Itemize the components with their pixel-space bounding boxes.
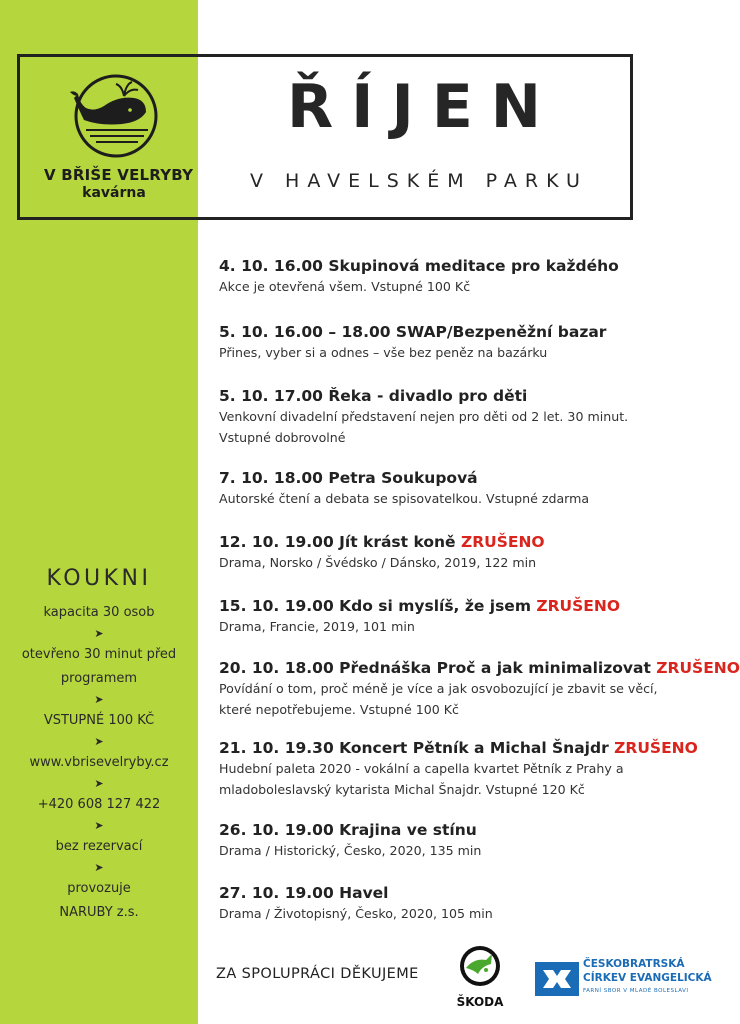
event-title: 5. 10. 16.00 – 18.00 SWAP/Bezpeněžní bazar (219, 323, 607, 341)
church-name-1: ČESKOBRATRSKÁ (583, 958, 685, 970)
event-item (219, 820, 709, 883)
event-item (219, 738, 709, 820)
event-desc: Vstupné dobrovolné (219, 430, 346, 445)
opening-text-2: programem (60, 671, 138, 686)
event-item (219, 532, 709, 596)
cancelled-badge: ZRUŠENO (614, 739, 698, 757)
event-item (219, 596, 709, 658)
info-title: KOUKNI (46, 566, 152, 591)
event-desc: Drama / Historický, Česko, 2020, 135 min (219, 843, 482, 858)
church-logo (535, 958, 715, 998)
operator-name: NARUBY z.s. (59, 905, 139, 920)
operator-label: provozuje (67, 881, 131, 896)
info-panel (0, 566, 198, 925)
event-desc: Drama, Norsko / Švédsko / Dánsko, 2019, 122 min (219, 555, 537, 570)
event-desc: Hudební paleta 2020 - vokální a capella kvartet Pětník z Prahy a (219, 761, 624, 776)
whale-icon (64, 68, 164, 164)
cafe-logo (44, 68, 194, 218)
arrow-icon: ➤ (94, 694, 104, 706)
event-item (219, 658, 740, 738)
skoda-wordmark: ŠKODA (456, 995, 504, 1009)
event-title: 12. 10. 19.00 Jít krást koně ZRUŠENO (219, 533, 545, 551)
event-title: 21. 10. 19.30 Koncert Pětník a Michal Šnajdr ZRUŠENO (219, 739, 698, 757)
cancelled-badge: ZRUŠENO (460, 533, 545, 551)
reservation-text: bez rezervací (55, 839, 143, 854)
church-name-2: CÍRKEV EVANGELICKÁ (583, 972, 712, 984)
entry-fee-text: VSTUPNÉ 100 KČ (43, 713, 155, 728)
event-title: 7. 10. 18.00 Petra Soukupová (219, 469, 478, 487)
event-desc: Venkovní divadelní představení nejen pro děti od 2 let. 30 minut. (219, 409, 629, 424)
thanks-text: ZA SPOLUPRÁCI DĚKUJEME (216, 966, 419, 982)
event-desc: Drama / Životopisný, Česko, 2020, 105 min (219, 906, 493, 921)
event-desc: Přines, vyber si a odnes – vše bez peněz na bazárku (219, 345, 548, 360)
event-item (219, 386, 709, 468)
arrow-icon: ➤ (94, 820, 104, 832)
logo-subtitle: kavárna (82, 185, 146, 201)
logo-name: V BŘIŠE VELRYBY (44, 166, 194, 184)
event-title: 20. 10. 18.00 Přednáška Proč a jak minimalizovat ZRUŠENO (219, 659, 740, 677)
arrow-icon: ➤ (94, 628, 104, 640)
arrow-icon: ➤ (94, 736, 104, 748)
website-link[interactable]: www.vbrisevelryby.cz (29, 755, 169, 770)
church-name-3: FARNÍ SBOR V MLADÉ BOLESLAVI (583, 988, 689, 994)
event-desc: Autorské čtení a debata se spisovatelkou. Vstupné zdarma (219, 491, 590, 506)
skoda-arrow-icon (458, 944, 502, 988)
event-title: 5. 10. 17.00 Řeka - divadlo pro děti (219, 387, 528, 405)
opening-text: otevřeno 30 minut před (21, 647, 177, 662)
event-desc: Akce je otevřená všem. Vstupné 100 Kč (219, 279, 471, 294)
event-title: 26. 10. 19.00 Krajina ve stínu (219, 821, 477, 839)
skoda-logo (450, 944, 510, 1009)
arrow-icon: ➤ (94, 778, 104, 790)
arrow-icon: ➤ (94, 862, 104, 874)
phone-link[interactable]: +420 608 127 422 (37, 797, 161, 812)
event-desc: Povídání o tom, proč méně je více a jak osvobozující je zbavit se věcí, (219, 681, 658, 696)
church-emblem-icon (535, 958, 579, 998)
page-title: ŘÍJEN (286, 72, 560, 142)
event-list (219, 256, 740, 927)
event-item (219, 256, 709, 322)
cancelled-badge: ZRUŠENO (536, 597, 621, 615)
page-subtitle: V HAVELSKÉM PARKU (250, 170, 588, 192)
capacity-text: kapacita 30 osob (43, 605, 155, 620)
event-title: 15. 10. 19.00 Kdo si myslíš, že jsem ZRUŠENO (219, 597, 621, 615)
event-item (219, 322, 709, 386)
event-item (219, 883, 709, 927)
event-title: 4. 10. 16.00 Skupinová meditace pro každého (219, 257, 619, 275)
event-item (219, 468, 709, 532)
event-title: 27. 10. 19.00 Havel (219, 884, 389, 902)
event-desc: Drama, Francie, 2019, 101 min (219, 619, 415, 634)
cancelled-badge: ZRUŠENO (656, 659, 740, 677)
event-desc: mladoboleslavský kytarista Michal Šnajdr. Vstupné 120 Kč (219, 782, 585, 797)
event-desc: které nepotřebujeme. Vstupné 100 Kč (219, 702, 459, 717)
